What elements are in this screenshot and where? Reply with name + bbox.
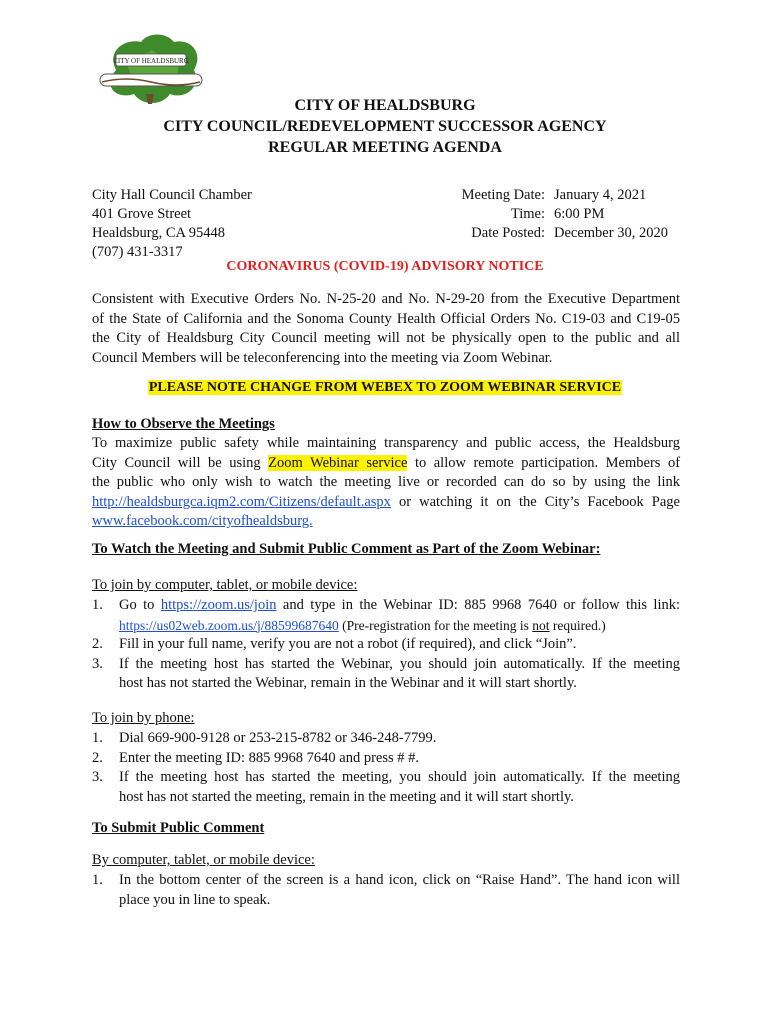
- meeting-date-value: January 4, 2021: [554, 187, 647, 203]
- date-posted-value: December 30, 2020: [554, 225, 668, 241]
- list-text: [119, 768, 680, 807]
- svg-text:CITY OF HEALDSBURG: CITY OF HEALDSBURG: [113, 57, 189, 65]
- submit-comment-list: [92, 871, 680, 910]
- paragraph-line: Consistent with Executive Orders No. N-25-20 and No. N-29-20 from the Executive Department: [92, 291, 680, 307]
- list-text: [119, 596, 680, 635]
- platform-change-notice: [0, 380, 770, 396]
- meeting-info: [440, 186, 668, 243]
- paragraph-line: [92, 454, 680, 474]
- observe-paragraph: [92, 434, 680, 532]
- text: (Pre-registration for the meeting is: [342, 617, 529, 633]
- meeting-time-value: 6:00 PM: [554, 206, 605, 222]
- paragraph-line: the City of Healdsburg City Council meeting will not be physically open to the public and all: [92, 330, 680, 346]
- text: to allow remote participation. Members of: [414, 454, 681, 471]
- list-text: [119, 871, 680, 910]
- list-number: 1.: [92, 597, 103, 613]
- text: Go to: [119, 597, 155, 613]
- list-text: [119, 729, 680, 749]
- address-line: Healdsburg, CA 95448: [92, 225, 226, 241]
- text: and type in the Webinar ID: 885 9968 7640 or follow this link:: [282, 597, 681, 613]
- paragraph-line: of the State of California and the Sonoma County Health Official Orders No. C19-03 and C19-05: [92, 310, 680, 327]
- paragraph-line: [92, 493, 680, 513]
- watch-heading: To Watch the Meeting and Submit Public Comment as Part of the Zoom Webinar:: [92, 541, 601, 557]
- agenda-title: [0, 95, 770, 158]
- address-block: [92, 186, 252, 262]
- address-line: City Hall Council Chamber: [92, 187, 252, 203]
- list-number: 1.: [92, 730, 103, 746]
- notice-text: PLEASE NOTE CHANGE FROM WEBEX TO ZOOM WEBINAR SERVICE: [148, 380, 622, 395]
- list-line: [119, 616, 680, 636]
- list-item: [92, 749, 680, 769]
- paragraph-line: [92, 512, 680, 532]
- list-number: 3.: [92, 769, 103, 785]
- phone-number: (707) 431-3317: [92, 244, 183, 260]
- address-line: 401 Grove Street: [92, 206, 192, 222]
- list-item: [92, 871, 680, 910]
- text: not: [532, 617, 550, 633]
- title-line-3: REGULAR MEETING AGENDA: [268, 139, 502, 156]
- list-line: Fill in your full name, verify you are not a robot (if required), and click “Join”.: [119, 636, 577, 652]
- list-line: Dial 669-900-9128 or 253-215-8782 or 346-248-7799.: [119, 730, 437, 746]
- list-item: [92, 635, 680, 655]
- list-number: 3.: [92, 655, 103, 672]
- list-line: place you in line to speak.: [119, 891, 271, 908]
- text: required.): [552, 617, 606, 633]
- zoom-webinar-highlight: Zoom Webinar service: [268, 454, 408, 471]
- list-line: In the bottom center of the screen is a hand icon, click on “Raise Hand”. The hand icon will: [119, 872, 680, 888]
- computer-join-subheading: To join by computer, tablet, or mobile device:: [92, 577, 358, 593]
- meeting-time-row: [440, 205, 668, 224]
- list-item: [92, 596, 680, 635]
- list-text: [119, 635, 680, 655]
- list-text: [119, 749, 680, 769]
- webinar-direct-link[interactable]: https://us02web.zoom.us/j/88599687640: [119, 617, 339, 633]
- list-line: host has not started the meeting, remain in the meeting and it will start shortly.: [119, 788, 574, 805]
- agenda-portal-link[interactable]: http://healdsburgca.iqm2.com/Citizens/default.aspx: [92, 493, 391, 510]
- meeting-date-label: Meeting Date:: [461, 187, 545, 203]
- advisory-paragraph: [92, 290, 680, 368]
- list-number: 1.: [92, 872, 103, 888]
- paragraph-line: the public who only wish to watch the meeting live or recorded can do so by using the link: [92, 474, 680, 490]
- paragraph-line: Council Members will be teleconferencing into the meeting via Zoom Webinar.: [92, 349, 553, 366]
- list-text: [119, 655, 680, 694]
- facebook-page-link[interactable]: www.facebook.com/cityofhealdsburg.: [92, 513, 313, 529]
- list-line: [119, 596, 680, 616]
- list-line: host has not started the Webinar, remain in the Webinar and it will start shortly.: [119, 675, 577, 691]
- zoom-join-link[interactable]: https://zoom.us/join: [160, 597, 277, 613]
- list-line: If the meeting host has started the Webinar, you should join automatically. If the meeting: [119, 655, 680, 672]
- text: or watching it on the City’s Facebook Page: [398, 493, 680, 510]
- list-item: [92, 729, 680, 749]
- title-line-2: CITY COUNCIL/REDEVELOPMENT SUCCESSOR AGENCY: [163, 118, 607, 135]
- date-posted-row: [440, 224, 668, 243]
- paragraph-line: To maximize public safety while maintaining transparency and public access, the Healdsburg: [92, 435, 680, 451]
- list-item: [92, 768, 680, 807]
- phone-join-list: [92, 729, 680, 807]
- phone-join-subheading: To join by phone:: [92, 710, 195, 726]
- list-line: Enter the meeting ID: 885 9968 7640 and press # #.: [119, 749, 420, 766]
- observe-heading: How to Observe the Meetings: [92, 416, 275, 432]
- title-line-1: CITY OF HEALDSBURG: [294, 97, 476, 114]
- submit-computer-subheading: By computer, tablet, or mobile device:: [92, 852, 315, 868]
- list-number: 2.: [92, 749, 103, 766]
- advisory-title: CORONAVIRUS (COVID-19) ADVISORY NOTICE: [226, 259, 544, 274]
- list-line: If the meeting host has started the meeting, you should join automatically. If the meeting: [119, 769, 680, 785]
- date-posted-label: Date Posted:: [471, 225, 545, 241]
- meeting-date-row: [440, 186, 668, 205]
- computer-join-list: [92, 596, 680, 694]
- text: City Council will be using: [92, 454, 261, 471]
- list-number: 2.: [92, 636, 103, 652]
- list-item: [92, 655, 680, 694]
- submit-comment-heading: To Submit Public Comment: [92, 820, 265, 836]
- meeting-time-label: Time:: [510, 206, 545, 222]
